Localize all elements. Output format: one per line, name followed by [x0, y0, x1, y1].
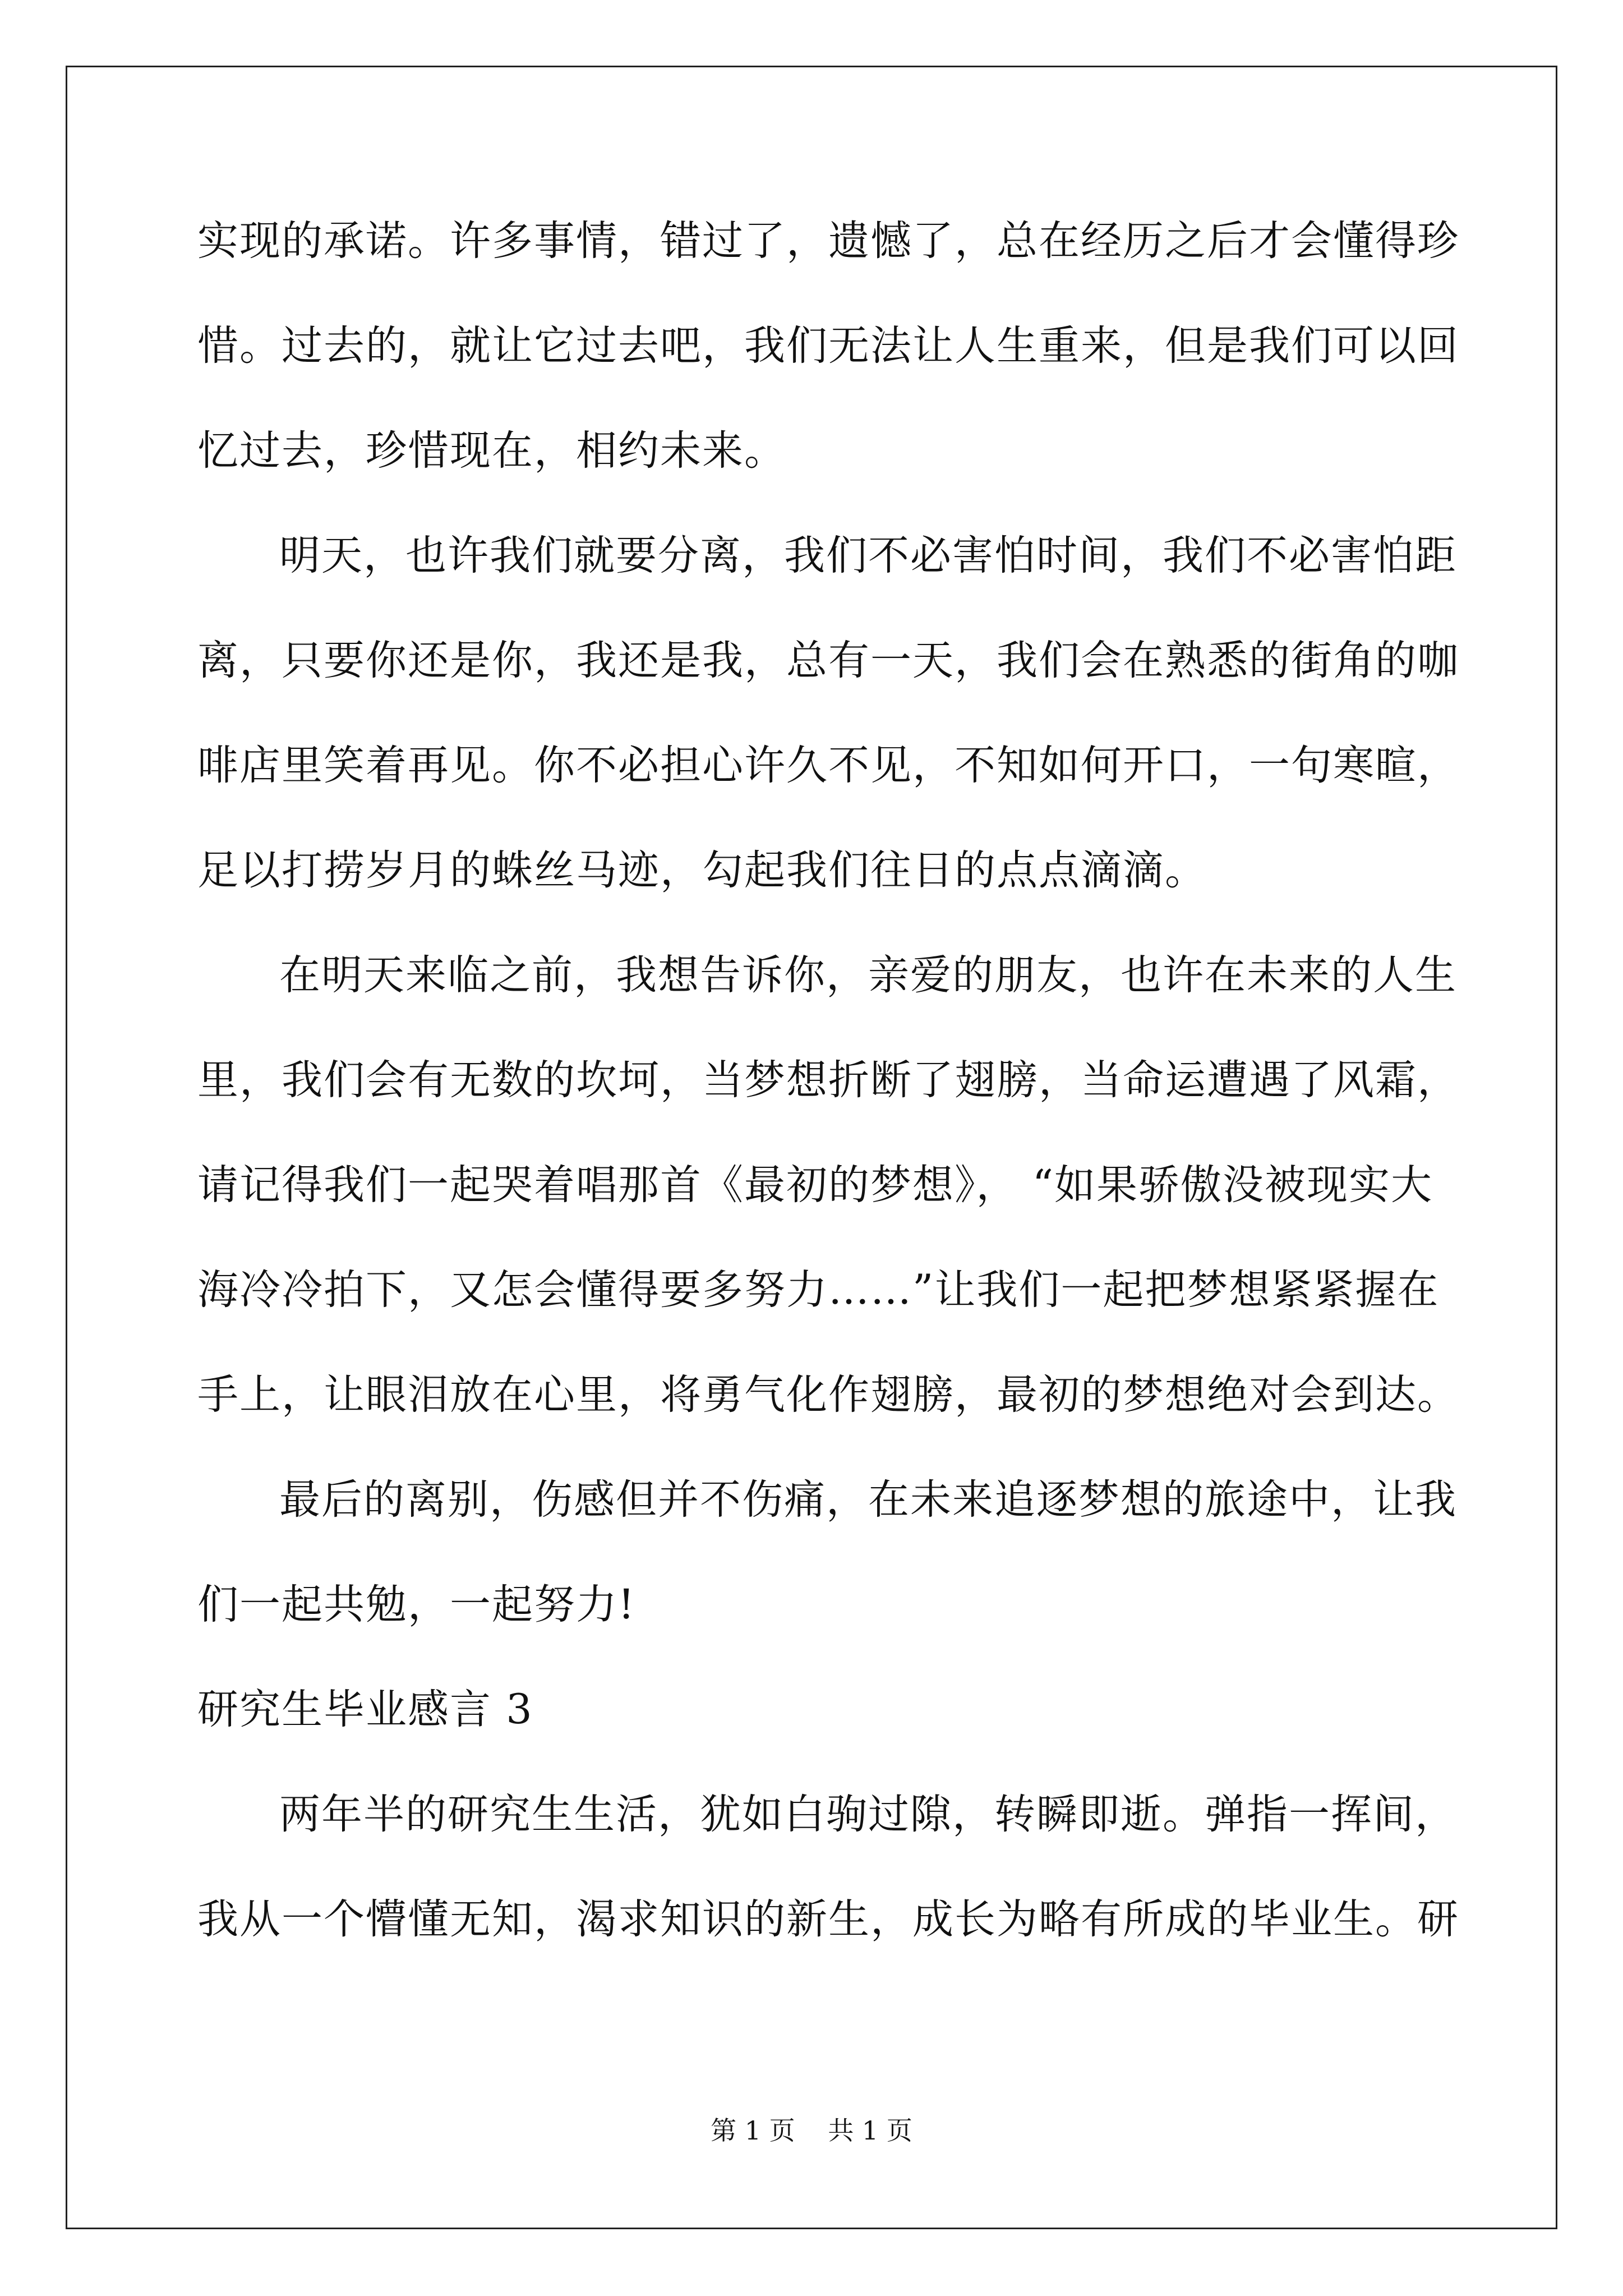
- section-heading: 研究生毕业感言 3: [197, 1686, 533, 1733]
- text-line: 在明天来临之前，我想告诉你，亲爱的朋友，也许在未来的人生: [279, 951, 1457, 999]
- text-line: 海冷冷拍下，又怎会懂得要多努力……”让我们一起把梦想紧紧握在: [197, 1266, 1440, 1314]
- text-line: 我从一个懵懂无知，渴求知识的新生，成长为略有所成的毕业生。研: [197, 1895, 1459, 1943]
- page-number: 第 1 页: [711, 2115, 795, 2146]
- text-line: 啡店里笑着再见。你不必担心许久不见，不知如何开口，一句寒暄，: [197, 742, 1459, 789]
- text-line: 们一起共勉，一起努力!: [197, 1581, 636, 1628]
- text-line: 手上，让眼泪放在心里，将勇气化作翅膀，最初的梦想绝对会到达。: [197, 1371, 1459, 1419]
- page-total: 共 1 页: [828, 2115, 912, 2146]
- text-line: 惜。过去的，就让它过去吧，我们无法让人生重来，但是我们可以回: [197, 322, 1459, 370]
- text-line: 实现的承诺。许多事情，错过了，遗憾了，总在经历之后才会懂得珍: [197, 217, 1459, 265]
- text-line: 请记得我们一起哭着唱那首《最初的梦想》， “如果骄傲没被现实大: [197, 1161, 1433, 1209]
- document-body: [197, 208, 1459, 1991]
- text-line: 里，我们会有无数的坎坷，当梦想折断了翅膀，当命运遭遇了风霜，: [197, 1056, 1459, 1104]
- text-line: 明天，也许我们就要分离，我们不必害怕时间，我们不必害怕距: [279, 532, 1457, 579]
- text-line: 足以打捞岁月的蛛丝马迹，勾起我们往日的点点滴滴。: [197, 846, 1207, 894]
- text-line: 最后的离别，伤感但并不伤痛，在未来追逐梦想的旅途中，让我: [279, 1476, 1457, 1524]
- page-footer: [0, 2114, 1623, 2147]
- text-line: 忆过去，珍惜现在，相约未来。: [197, 427, 786, 475]
- text-line: 两年半的研究生生活，犹如白驹过隙，转瞬即逝。弹指一挥间，: [279, 1791, 1457, 1838]
- text-line: 离，只要你还是你，我还是我，总有一天，我们会在熟悉的街角的咖: [197, 637, 1459, 684]
